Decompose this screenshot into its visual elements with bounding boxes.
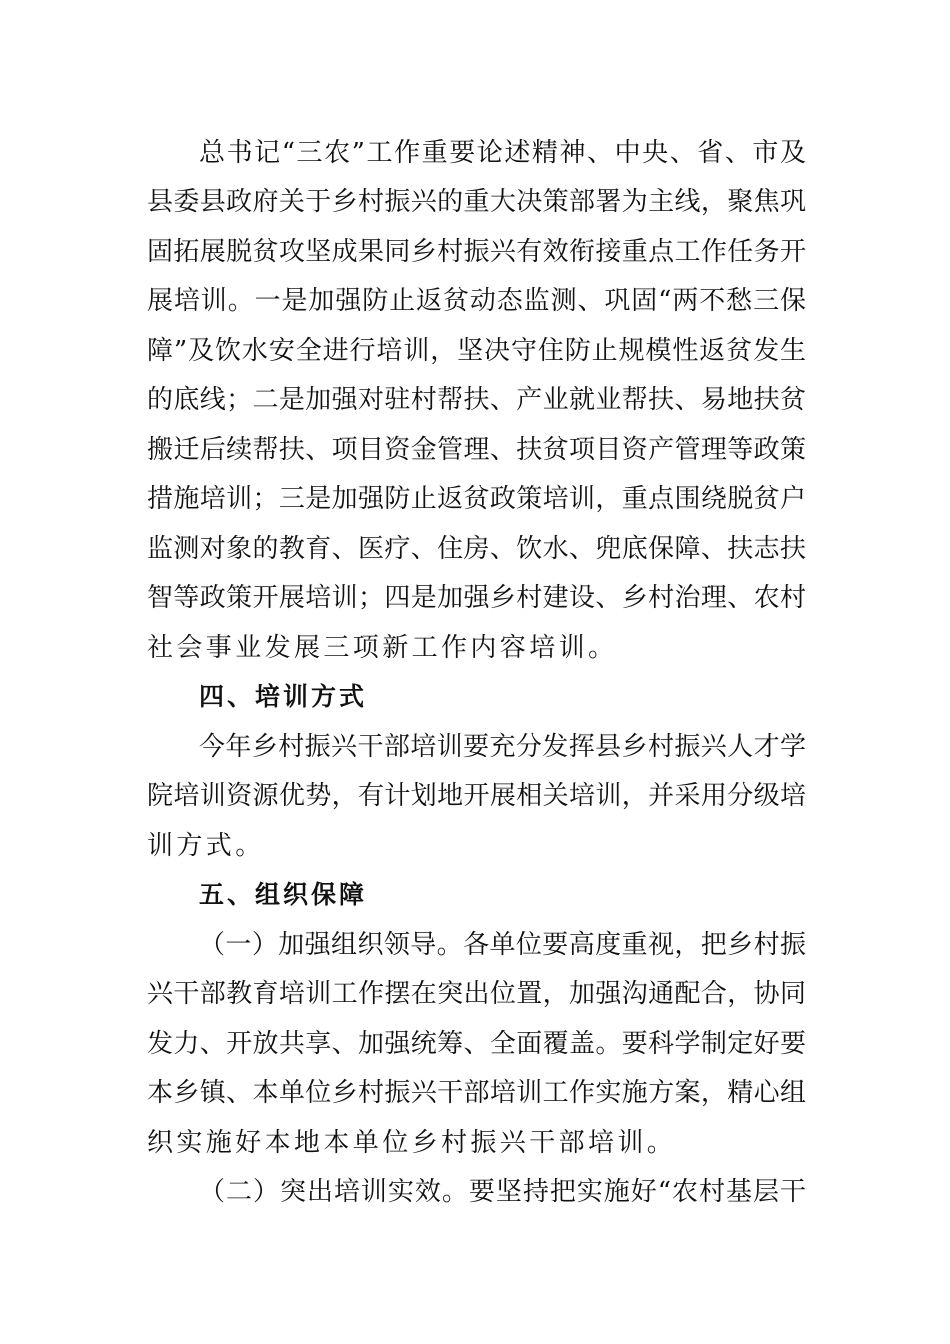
paragraph-line: 训方式。: [147, 831, 265, 861]
paragraph-line: 障”及饮水安全进行培训，坚决守住防止规模性返贫发生: [147, 336, 806, 366]
paragraph-line: （二）突出培训实效。要坚持把实施好“农村基层干: [199, 1177, 806, 1207]
paragraph-line: 的底线；二是加强对驻村帮扶、产业就业帮扶、易地扶贫: [147, 385, 806, 415]
paragraph-line: 织实施好本地本单位乡村振兴干部培训。: [147, 1128, 677, 1158]
paragraph-line: 智等政策开展培训；四是加强乡村建设、乡村治理、农村: [147, 583, 806, 613]
paragraph-line: 展培训。一是加强防止返贫动态监测、巩固“两不愁三保: [147, 286, 806, 316]
paragraph-line: 社会事业发展三项新工作内容培训。: [147, 633, 618, 663]
paragraph-line: 搬迁后续帮扶、项目资金管理、扶贫项目资产管理等政策: [147, 435, 806, 465]
paragraph-line: 发力、开放共享、加强统筹、全面覆盖。要科学制定好要: [147, 1029, 806, 1059]
paragraph-line: 措施培训；三是加强防止返贫政策培训，重点围绕脱贫户: [147, 484, 806, 514]
paragraph-line: 总书记“三农”工作重要论述精神、中央、省、市及: [199, 138, 806, 168]
paragraph-line: 监测对象的教育、医疗、住房、饮水、兜底保障、扶志扶: [147, 534, 806, 564]
paragraph-line: 院培训资源优势，有计划地开展相关培训，并采用分级培: [147, 781, 806, 811]
paragraph-line: （一）加强组织领导。各单位要高度重视，把乡村振: [199, 930, 806, 960]
paragraph-line: 本乡镇、本单位乡村振兴干部培训工作实施方案，精心组: [147, 1078, 806, 1108]
paragraph-line: 县委县政府关于乡村振兴的重大决策部署为主线，聚焦巩: [147, 187, 806, 217]
paragraph-line: 今年乡村振兴干部培训要充分发挥县乡村振兴人才学: [199, 732, 806, 762]
section-heading-5: 五、组织保障: [199, 880, 368, 909]
section-heading-4: 四、培训方式: [199, 682, 368, 711]
paragraph-line: 兴干部教育培训工作摆在突出位置，加强沟通配合，协同: [147, 979, 806, 1009]
paragraph-line: 固拓展脱贫攻坚成果同乡村振兴有效衔接重点工作任务开: [147, 237, 806, 267]
